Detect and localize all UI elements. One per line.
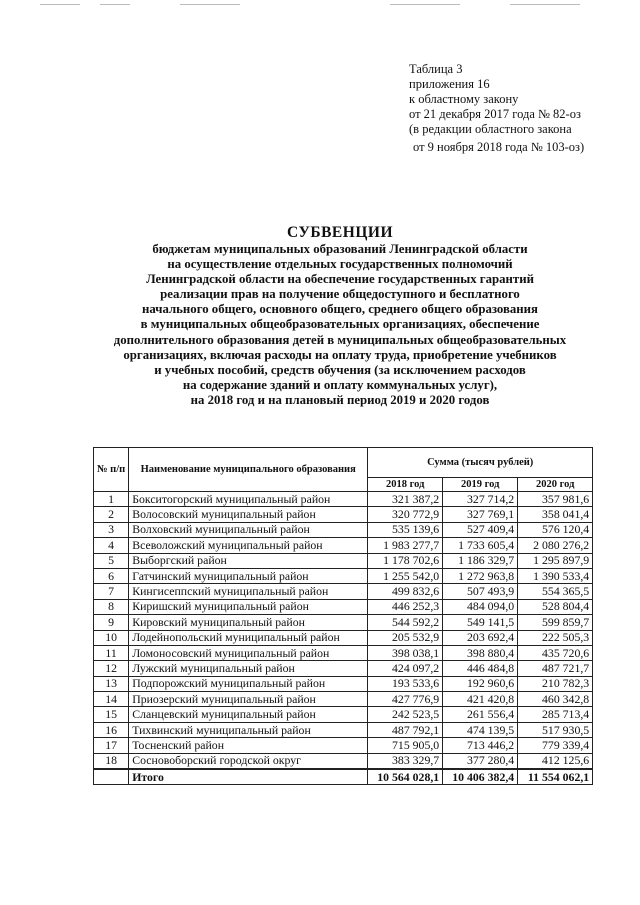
amount-2018: 398 038,1 [368,645,443,660]
municipality-name: Тосненский район [129,738,368,753]
municipality-name: Киришский муниципальный район [129,599,368,614]
municipality-name: Сланцевский муниципальный район [129,707,368,722]
law-date: от 21 декабря 2017 года № 82-оз [409,107,581,121]
amount-2020: 576 120,4 [518,522,593,537]
row-number: 17 [94,738,129,753]
amount-2020: 554 365,5 [518,584,593,599]
title-line: организациях, включая расходы на оплату труда, приобретение учебников [123,347,557,362]
title-description [60,242,620,408]
row-number: 18 [94,753,129,769]
amount-2018: 383 329,7 [368,753,443,769]
table-row [94,722,593,737]
title-line: Ленинградской области на обеспечение государственных гарантий [146,272,534,287]
table-row [94,692,593,707]
table-body [94,492,593,785]
municipality-name: Выборгский район [129,553,368,568]
row-number: 3 [94,522,129,537]
total-label: Итого [129,769,368,785]
table-row [94,584,593,599]
municipality-name: Волосовский муниципальный район [129,507,368,522]
table-row [94,538,593,553]
amount-2018: 1 983 277,7 [368,538,443,553]
table-number: Таблица 3 [409,62,463,76]
amount-2019: 327 714,2 [443,492,518,507]
row-number: 2 [94,507,129,522]
amount-2019: 713 446,2 [443,738,518,753]
amount-2018: 1 178 702,6 [368,553,443,568]
total-2020: 11 554 062,1 [518,769,593,785]
amount-2019: 377 280,4 [443,753,518,769]
row-number: 12 [94,661,129,676]
municipality-name: Лодейнопольский муниципальный район [129,630,368,645]
row-number: 9 [94,615,129,630]
amount-2020: 2 080 276,2 [518,538,593,553]
table-row [94,615,593,630]
amount-2018: 1 255 542,0 [368,568,443,583]
municipality-name: Ломоносовский муниципальный район [129,645,368,660]
law-reference: к областному закону [409,92,519,106]
amount-2020: 358 041,4 [518,507,593,522]
municipality-name: Всеволожский муниципальный район [129,538,368,553]
table-row [94,645,593,660]
amount-2020: 779 339,4 [518,738,593,753]
municipality-name: Кингисеппский муниципальный район [129,584,368,599]
amount-2020: 285 713,4 [518,707,593,722]
document-title [60,224,620,408]
amount-2020: 222 505,3 [518,630,593,645]
amount-2019: 261 556,4 [443,707,518,722]
scan-marks [40,4,600,6]
amount-2018: 320 772,9 [368,507,443,522]
amount-2020: 210 782,3 [518,676,593,691]
header-year-2019: 2019 год [443,478,518,492]
amount-2019: 327 769,1 [443,507,518,522]
table-row [94,522,593,537]
title-line: в муниципальных общеобразовательных организациях, обеспечение [140,317,540,332]
row-number: 10 [94,630,129,645]
amount-2018: 205 532,9 [368,630,443,645]
row-number: 14 [94,692,129,707]
table-row [94,630,593,645]
row-number: 7 [94,584,129,599]
total-2019: 10 406 382,4 [443,769,518,785]
amount-2019: 421 420,8 [443,692,518,707]
amount-2019: 507 493,9 [443,584,518,599]
amount-2020: 1 295 897,9 [518,553,593,568]
amount-2020: 357 981,6 [518,492,593,507]
amount-2020: 487 721,7 [518,661,593,676]
amount-2018: 242 523,5 [368,707,443,722]
municipality-name: Приозерский муниципальный район [129,692,368,707]
title-line: бюджетам муниципальных образований Ленинградской области [152,242,528,256]
amount-2018: 427 776,9 [368,692,443,707]
amount-2019: 1 272 963,8 [443,568,518,583]
amount-2019: 398 880,4 [443,645,518,660]
municipality-name: Кировский муниципальный район [129,615,368,630]
amount-2020: 460 342,8 [518,692,593,707]
header-municipality: Наименование муниципального образования [129,448,368,492]
total-row [94,769,593,785]
edition-note: (в редакции областного закона [409,122,572,136]
header-number: № п/п [94,448,129,492]
amount-2020: 517 930,5 [518,722,593,737]
municipality-name: Волховский муниципальный район [129,522,368,537]
municipality-name: Тихвинский муниципальный район [129,722,368,737]
amount-2018: 715 905,0 [368,738,443,753]
row-number: 11 [94,645,129,660]
title-line: реализации прав на получение общедоступного и бесплатного [160,287,520,302]
table-row [94,753,593,769]
table-row [94,492,593,507]
row-number: 1 [94,492,129,507]
amount-2018: 535 139,6 [368,522,443,537]
header-year-2018: 2018 год [368,478,443,492]
row-number: 4 [94,538,129,553]
row-number: 5 [94,553,129,568]
table-row [94,568,593,583]
amount-2018: 446 252,3 [368,599,443,614]
total-2018: 10 564 028,1 [368,769,443,785]
title-main: СУБВЕНЦИИ [286,224,393,241]
amount-2019: 527 409,4 [443,522,518,537]
row-number: 15 [94,707,129,722]
appendix-reference [409,62,584,155]
amount-2020: 599 859,7 [518,615,593,630]
table-row [94,661,593,676]
amount-2019: 1 733 605,4 [443,538,518,553]
header-year-2020: 2020 год [518,478,593,492]
municipality-name: Бокситогорский муниципальный район [129,492,368,507]
amount-2019: 192 960,6 [443,676,518,691]
table-row [94,738,593,753]
row-number: 6 [94,568,129,583]
amount-2020: 435 720,6 [518,645,593,660]
table-row [94,553,593,568]
table-row [94,599,593,614]
amount-2020: 528 804,4 [518,599,593,614]
amount-2018: 544 592,2 [368,615,443,630]
amount-2018: 193 533,6 [368,676,443,691]
municipality-name: Лужский муниципальный район [129,661,368,676]
amount-2019: 549 141,5 [443,615,518,630]
amount-2019: 474 139,5 [443,722,518,737]
title-line: начального общего, основного общего, среднего общего образования [142,302,538,317]
amount-2018: 499 832,6 [368,584,443,599]
table-row [94,507,593,522]
amount-2018: 321 387,2 [368,492,443,507]
amount-2018: 424 097,2 [368,661,443,676]
title-line: дополнительного образования детей в муниципальных общеобразовательных [113,332,567,347]
table-row [94,676,593,691]
title-line: на содержание зданий и оплату коммунальных услуг), [182,377,498,392]
amount-2019: 1 186 329,7 [443,553,518,568]
subventions-table [93,447,593,785]
row-number: 13 [94,676,129,691]
row-number: 16 [94,722,129,737]
amount-2019: 203 692,4 [443,630,518,645]
title-line: на 2018 год и на плановый период 2019 и 2020 годов [190,392,490,407]
appendix-number: приложения 16 [409,77,490,91]
edition-date: от 9 ноября 2018 года № 103-оз) [413,140,585,154]
title-line: и учебных пособий, средств обучения (за исключением расходов [154,362,526,377]
amount-2019: 484 094,0 [443,599,518,614]
title-line: на осуществление отдельных государственных полномочий [167,257,513,272]
municipality-name: Сосновоборский городской округ [129,753,368,769]
total-number [94,769,129,785]
amount-2019: 446 484,8 [443,661,518,676]
amount-2018: 487 792,1 [368,722,443,737]
header-sum: Сумма (тысяч рублей) [368,448,593,478]
row-number: 8 [94,599,129,614]
amount-2020: 412 125,6 [518,753,593,769]
amount-2020: 1 390 533,4 [518,568,593,583]
table-row [94,707,593,722]
municipality-name: Подпорожский муниципальный район [129,676,368,691]
municipality-name: Гатчинский муниципальный район [129,568,368,583]
